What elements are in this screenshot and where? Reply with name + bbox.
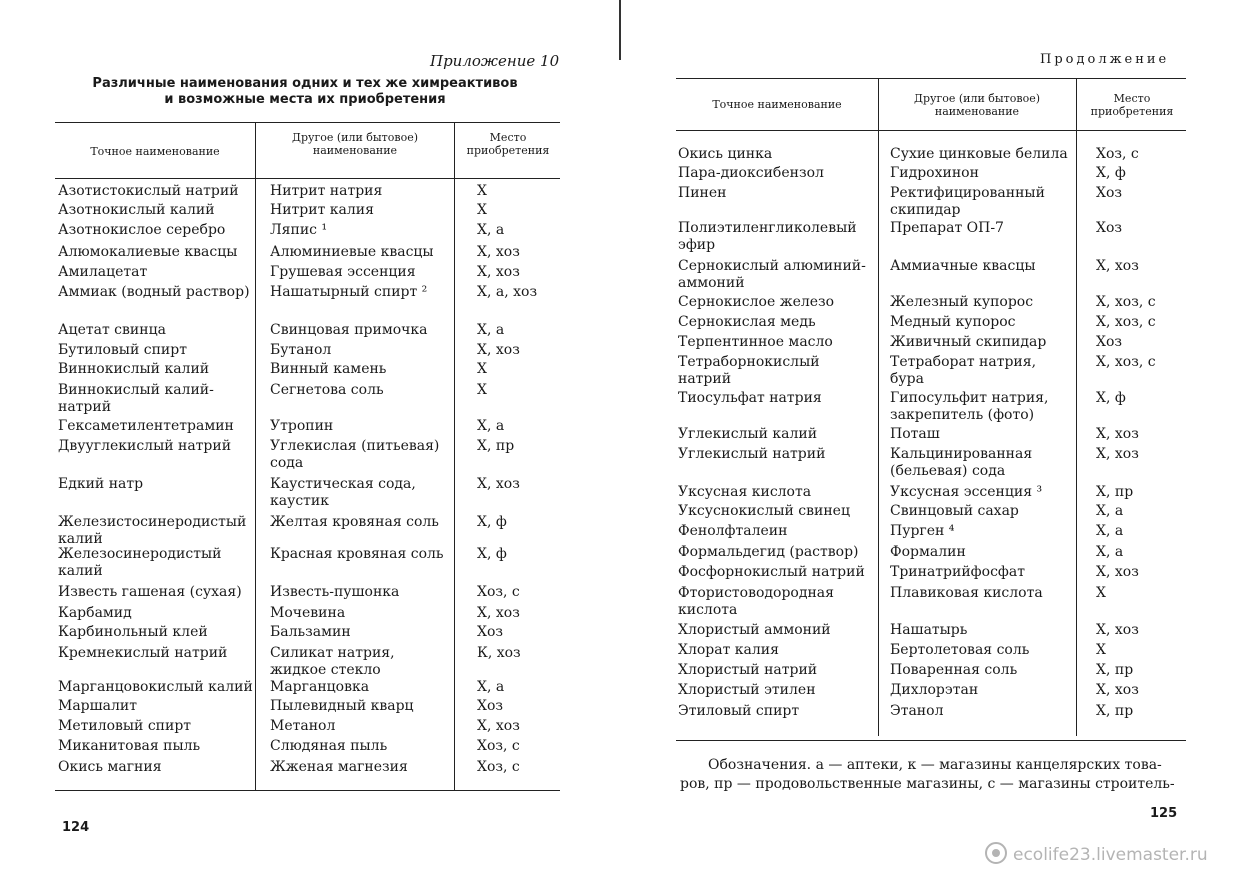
cell-place: Х, хоз — [1096, 426, 1139, 442]
cell-place: Хоз, с — [477, 759, 520, 775]
cell-other: Нитрит натрия — [270, 183, 383, 199]
cell-other: Тринатрийфосфат — [890, 564, 1025, 580]
cell-place: Х, ф — [477, 546, 507, 562]
cell-place: Х, а — [1096, 503, 1124, 519]
cell-other: Железный купорос — [890, 294, 1034, 310]
cell-exact: Формальдегид (раствор) — [678, 544, 859, 560]
cell-exact: Пара-диоксибензол — [678, 165, 824, 181]
cell-exact: Кремнекислый натрий — [58, 645, 228, 661]
cell-other: Поваренная соль — [890, 662, 1018, 678]
cell-place: Х, хоз — [477, 476, 520, 492]
header-top-rule — [55, 122, 560, 123]
cell-other: Слюдяная пыль — [270, 738, 388, 754]
cell-exact: Хлористый аммоний — [678, 622, 831, 638]
cell-exact: Уксусная кислота — [678, 484, 812, 500]
cell-exact: Ацетат свинца — [58, 322, 166, 338]
cell-exact: Фтористоводородная кислота — [678, 585, 834, 618]
header-bottom-rule-right — [676, 130, 1186, 131]
cell-exact: Виннокислый калий-натрий — [58, 382, 214, 415]
cell-other: Уксусная эссенция ³ — [890, 484, 1043, 500]
cell-exact: Марганцовокислый калий — [58, 679, 253, 695]
header-top-rule-right — [676, 78, 1186, 79]
cell-other: Винный камень — [270, 361, 387, 377]
cell-other: Тетраборат натрия, бура — [890, 354, 1037, 387]
cell-place: Х — [1096, 585, 1106, 601]
cell-other: Нашатырь — [890, 622, 968, 638]
cell-place: Х, хоз — [477, 244, 520, 260]
header-other-name: Другое (или бытовое) наименование — [292, 131, 418, 157]
cell-place: Х, а — [477, 222, 505, 238]
cell-exact: Амилацетат — [58, 264, 148, 280]
cell-place: Х, ф — [1096, 165, 1126, 181]
cell-other: Грушевая эссенция — [270, 264, 416, 280]
cell-exact: Углекислый калий — [678, 426, 818, 442]
cell-place: Х, а, хоз — [477, 284, 538, 300]
cell-place: К, хоз — [477, 645, 521, 661]
cell-place: Х, а — [1096, 523, 1124, 539]
cell-place: Х, ф — [1096, 390, 1126, 406]
column-divider-1 — [255, 122, 256, 790]
cell-other: Известь-пушонка — [270, 584, 400, 600]
cell-other: Гидрохинон — [890, 165, 979, 181]
cell-other: Кальцинированная (бельевая) сода — [890, 446, 1033, 479]
cell-other: Плавиковая кислота — [890, 585, 1043, 601]
cell-place: Х, пр — [1096, 662, 1134, 678]
cell-exact: Фенолфталеин — [678, 523, 788, 539]
cell-other: Желтая кровяная соль — [270, 514, 439, 530]
cell-exact: Аммиак (водный раствор) — [58, 284, 250, 300]
cell-place: Х, хоз — [1096, 564, 1139, 580]
cell-exact: Виннокислый калий — [58, 361, 210, 377]
cell-exact: Этиловый спирт — [678, 703, 800, 719]
cell-place: Хоз — [1096, 220, 1123, 236]
cell-other: Аммиачные квасцы — [890, 258, 1036, 274]
header-other-name-right: Другое (или бытовое) наименование — [914, 92, 1040, 118]
cell-other: Утропин — [270, 418, 334, 434]
cell-other: Метанол — [270, 718, 336, 734]
cell-other: Марганцовка — [270, 679, 370, 695]
cell-exact: Хлористый этилен — [678, 682, 816, 698]
header-place-right: Место приобретения — [1090, 92, 1174, 118]
flower-icon — [985, 842, 1007, 864]
cell-other: Медный купорос — [890, 314, 1016, 330]
cell-other: Каустическая сода, каустик — [270, 476, 416, 509]
cell-place: Х, а — [477, 418, 505, 434]
cell-place: Хоз, с — [477, 738, 520, 754]
cell-place: Х, хоз — [1096, 622, 1139, 638]
cell-other: Углекислая (питьевая) сода — [270, 438, 440, 471]
cell-other: Мочевина — [270, 605, 346, 621]
cell-other: Жженая магнезия — [270, 759, 408, 775]
cell-place: Х, хоз, с — [1096, 314, 1156, 330]
title-line-1: Различные наименования одних и тех же химреактивов — [92, 76, 518, 91]
cell-other: Этанол — [890, 703, 944, 719]
cell-exact: Тиосульфат натрия — [678, 390, 822, 406]
cell-place: Х — [1096, 642, 1106, 658]
cell-place: Х, хоз — [477, 264, 520, 280]
cell-place: Хоз — [477, 624, 504, 640]
cell-place: Х, хоз — [1096, 258, 1139, 274]
cell-exact: Хлорат калия — [678, 642, 779, 658]
cell-place: Х, хоз — [1096, 446, 1139, 462]
cell-place: Х — [477, 202, 487, 218]
cell-other: Формалин — [890, 544, 966, 560]
cell-exact: Карбинольный клей — [58, 624, 208, 640]
table-bottom-rule-right — [676, 740, 1186, 741]
cell-exact: Известь гашеная (сухая) — [58, 584, 242, 600]
cell-exact: Сернокислый алюминий-аммоний — [678, 258, 866, 291]
cell-exact: Полиэтиленгликолевый эфир — [678, 220, 857, 253]
cell-place: Х, хоз, с — [1096, 294, 1156, 310]
cell-other: Живичный скипидар — [890, 334, 1047, 350]
cell-other: Силикат натрия, жидкое стекло — [270, 645, 395, 678]
cell-other: Дихлорэтан — [890, 682, 979, 698]
cell-other: Гипосульфит натрия, закрепитель (фото) — [890, 390, 1049, 423]
cell-place: Х, пр — [1096, 484, 1134, 500]
header-bottom-rule — [55, 178, 560, 179]
legend-note — [680, 756, 1195, 794]
cell-place: Х, хоз — [1096, 682, 1139, 698]
cell-exact: Сернокислое железо — [678, 294, 835, 310]
cell-other: Бертолетовая соль — [890, 642, 1030, 658]
cell-exact: Окись магния — [58, 759, 162, 775]
cell-other: Свинцовая примочка — [270, 322, 428, 338]
cell-other: Алюминиевые квасцы — [270, 244, 434, 260]
cell-place: Хоз, с — [1096, 146, 1139, 162]
cell-exact: Едкий натр — [58, 476, 144, 492]
cell-other: Нитрит калия — [270, 202, 374, 218]
cell-place: Х — [477, 382, 487, 398]
cell-other: Пурген ⁴ — [890, 523, 955, 539]
header-exact-name: Точное наименование — [90, 145, 220, 158]
cell-exact: Гексаметилентетрамин — [58, 418, 234, 434]
cell-other: Препарат ОП-7 — [890, 220, 1004, 236]
cell-place: Х, хоз, с — [1096, 354, 1156, 370]
cell-place: Х — [477, 183, 487, 199]
table-title — [60, 76, 550, 108]
cell-place: Х, хоз — [477, 718, 520, 734]
cell-place: Хоз — [1096, 185, 1123, 201]
continued-label: Продолжение — [1040, 52, 1170, 67]
cell-exact: Маршалит — [58, 698, 137, 714]
cell-place: Хоз — [1096, 334, 1123, 350]
cell-place: Х, пр — [477, 438, 515, 454]
page-number-left: 124 — [62, 820, 90, 835]
cell-exact: Карбамид — [58, 605, 132, 621]
cell-other: Бальзамин — [270, 624, 351, 640]
page-number-right: 125 — [1150, 806, 1178, 821]
cell-place: Х, хоз — [477, 342, 520, 358]
cell-exact: Бутиловый спирт — [58, 342, 187, 358]
cell-exact: Алюмокалиевые квасцы — [58, 244, 238, 260]
cell-other: Нашатырный спирт ² — [270, 284, 428, 300]
column-divider-right-2 — [1076, 78, 1077, 736]
cell-exact: Хлористый натрий — [678, 662, 818, 678]
header-exact-name-right: Точное наименование — [712, 98, 842, 111]
table-bottom-rule — [55, 790, 560, 791]
cell-exact: Двууглекислый натрий — [58, 438, 232, 454]
cell-place: Х, а — [477, 322, 505, 338]
watermark — [985, 842, 1208, 865]
cell-exact: Железистосинеродистый калий — [58, 514, 247, 547]
cell-place: Х, а — [477, 679, 505, 695]
right-page — [618, 0, 1236, 872]
cell-exact: Тетраборнокислый натрий — [678, 354, 820, 387]
cell-exact: Углекислый натрий — [678, 446, 826, 462]
cell-exact: Азотнокислый калий — [58, 202, 215, 218]
cell-exact: Азотнокислое серебро — [58, 222, 226, 238]
cell-place: Хоз, с — [477, 584, 520, 600]
cell-other: Бутанол — [270, 342, 332, 358]
cell-exact: Терпентинное масло — [678, 334, 833, 350]
column-divider-right-1 — [878, 78, 879, 736]
cell-other: Сегнетова соль — [270, 382, 384, 398]
cell-exact: Миканитовая пыль — [58, 738, 201, 754]
cell-exact: Метиловый спирт — [58, 718, 192, 734]
cell-place: Х, пр — [1096, 703, 1134, 719]
cell-exact: Азотистокислый натрий — [58, 183, 239, 199]
title-line-2: и возможные места их приобретения — [164, 92, 446, 107]
cell-other: Поташ — [890, 426, 940, 442]
cell-other: Пылевидный кварц — [270, 698, 414, 714]
legend-line-1: Обозначения. а — аптеки, к — магазины канцелярских това- — [708, 757, 1162, 773]
cell-exact: Пинен — [678, 185, 727, 201]
cell-exact: Железосинеродистый калий — [58, 546, 222, 579]
header-place: Место приобретения — [466, 131, 550, 157]
cell-other: Красная кровяная соль — [270, 546, 444, 562]
cell-exact: Окись цинка — [678, 146, 773, 162]
cell-other: Ляпис ¹ — [270, 222, 328, 238]
legend-line-2: ров, пр — продовольственные магазины, с — магазины строитель- — [680, 776, 1175, 792]
appendix-label: Приложение 10 — [430, 52, 560, 70]
cell-other: Сухие цинковые белила — [890, 146, 1068, 162]
cell-place: Х — [477, 361, 487, 377]
watermark-text: ecolife23.livemaster.ru — [1013, 845, 1208, 865]
cell-place: Х, а — [1096, 544, 1124, 560]
cell-other: Ректифицированный скипидар — [890, 185, 1045, 218]
cell-place: Х, ф — [477, 514, 507, 530]
cell-exact: Уксуснокислый свинец — [678, 503, 850, 519]
cell-exact: Сернокислая медь — [678, 314, 816, 330]
cell-place: Х, хоз — [477, 605, 520, 621]
cell-place: Хоз — [477, 698, 504, 714]
cell-exact: Фосфорнокислый натрий — [678, 564, 865, 580]
cell-other: Свинцовый сахар — [890, 503, 1019, 519]
